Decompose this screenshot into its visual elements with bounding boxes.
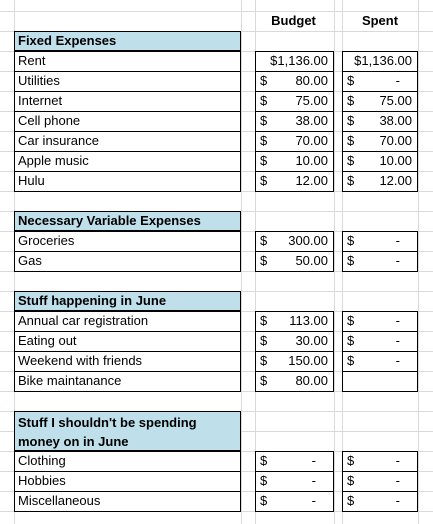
budget-amount: 50.00: [295, 253, 328, 268]
spent-amount: -: [395, 493, 400, 508]
currency-symbol: $: [347, 333, 355, 348]
currency-symbol: $: [347, 133, 355, 148]
budget-cell[interactable]: [255, 491, 334, 511]
budget-cell[interactable]: [255, 51, 334, 71]
currency-symbol: $: [260, 73, 268, 88]
spent-cell[interactable]: [342, 371, 418, 391]
currency-symbol: $: [347, 73, 355, 88]
spent-amount: -: [395, 73, 400, 88]
budget-cell[interactable]: [255, 171, 334, 191]
currency-symbol: $: [347, 93, 355, 108]
budget-cell[interactable]: [255, 111, 334, 131]
budget-amount: 300.00: [288, 233, 328, 248]
currency-symbol: $: [260, 333, 268, 348]
currency-symbol: $: [347, 453, 355, 468]
currency-symbol: $: [260, 153, 268, 168]
budget-cell[interactable]: [255, 451, 334, 471]
currency-symbol: $: [347, 233, 355, 248]
spent-cell[interactable]: [342, 111, 418, 131]
section-title[interactable]: [14, 291, 241, 311]
expense-label-cell[interactable]: Internet: [18, 93, 63, 108]
spent-amount: -: [395, 253, 400, 268]
expense-label-cell[interactable]: Hulu: [18, 173, 45, 188]
budget-cell[interactable]: [255, 151, 334, 171]
budget-amount: 150.00: [288, 353, 328, 368]
spent-amount: $1,136.00: [354, 53, 412, 68]
currency-symbol: $: [347, 253, 355, 268]
budget-cell[interactable]: [255, 231, 334, 251]
expense-label-cell[interactable]: Apple music: [18, 153, 89, 168]
expense-label-cell[interactable]: Miscellaneous: [18, 493, 101, 508]
section-title-line: Stuff I shouldn't be spending: [18, 415, 197, 430]
currency-symbol: $: [260, 133, 268, 148]
currency-symbol: $: [347, 153, 355, 168]
budget-amount: 10.00: [295, 153, 328, 168]
section-title-line: Stuff happening in June: [18, 293, 167, 308]
budget-cell[interactable]: [255, 91, 334, 111]
budget-amount: 12.00: [295, 173, 328, 188]
budget-amount: 75.00: [295, 93, 328, 108]
currency-symbol: $: [347, 473, 355, 488]
currency-symbol: $: [347, 313, 355, 328]
currency-symbol: $: [260, 93, 268, 108]
budget-amount: -: [311, 493, 316, 508]
spent-cell[interactable]: [342, 91, 418, 111]
spent-amount: -: [395, 453, 400, 468]
section-title[interactable]: [14, 31, 241, 51]
currency-symbol: $: [260, 353, 268, 368]
budget-amount: -: [311, 453, 316, 468]
spent-cell[interactable]: [342, 491, 418, 511]
budget-cell[interactable]: [255, 351, 334, 371]
currency-symbol: $: [347, 173, 355, 188]
budget-cell[interactable]: [255, 71, 334, 91]
section-title-line: Necessary Variable Expenses: [18, 213, 201, 228]
currency-symbol: $: [347, 493, 355, 508]
currency-symbol: $: [347, 353, 355, 368]
gridline: [334, 0, 335, 524]
budget-amount: 80.00: [295, 373, 328, 388]
expense-label-cell[interactable]: Utilities: [18, 73, 60, 88]
budget-cell[interactable]: [255, 471, 334, 491]
gridline: [241, 0, 242, 524]
spent-cell[interactable]: [342, 71, 418, 91]
spent-cell[interactable]: [342, 131, 418, 151]
expense-label-cell[interactable]: Rent: [18, 53, 46, 68]
spent-amount: 12.00: [379, 173, 412, 188]
spent-amount: -: [395, 473, 400, 488]
spent-cell[interactable]: [342, 331, 418, 351]
expense-label-cell[interactable]: Gas: [18, 253, 42, 268]
currency-symbol: $: [260, 253, 268, 268]
expense-label-cell[interactable]: Annual car registration: [18, 313, 149, 328]
spent-cell[interactable]: [342, 451, 418, 471]
budget-amount: 80.00: [295, 73, 328, 88]
section-title[interactable]: [14, 411, 241, 451]
expense-label-cell[interactable]: Hobbies: [18, 473, 66, 488]
spent-cell[interactable]: [342, 171, 418, 191]
spent-cell[interactable]: [342, 351, 418, 371]
spent-amount: 38.00: [379, 113, 412, 128]
expense-label-cell[interactable]: Eating out: [18, 333, 77, 348]
expense-label-cell[interactable]: Groceries: [18, 233, 75, 248]
currency-symbol: $: [260, 473, 268, 488]
expense-label-cell[interactable]: Car insurance: [18, 133, 99, 148]
currency-symbol: $: [260, 113, 268, 128]
section-title[interactable]: [14, 211, 241, 231]
spent-cell[interactable]: [342, 231, 418, 251]
gridline: [418, 0, 419, 524]
currency-symbol: $: [260, 373, 268, 388]
currency-symbol: $: [260, 173, 268, 188]
expense-label-cell[interactable]: Weekend with friends: [18, 353, 143, 368]
section-title-line: Fixed Expenses: [18, 33, 117, 48]
budget-amount: -: [311, 473, 316, 488]
currency-symbol: $: [260, 453, 268, 468]
spent-amount: -: [395, 333, 400, 348]
expense-label-cell[interactable]: Clothing: [18, 453, 66, 468]
spent-amount: 10.00: [379, 153, 412, 168]
budget-amount: 113.00: [289, 313, 328, 328]
budget-amount: $1,136.00: [270, 53, 328, 68]
spent-amount: -: [395, 353, 400, 368]
currency-symbol: $: [260, 313, 268, 328]
gridline: [0, 11, 433, 12]
spent-amount: 70.00: [379, 133, 412, 148]
budget-cell[interactable]: [255, 371, 334, 391]
expense-label-cell[interactable]: Cell phone: [18, 113, 81, 128]
section-title-line: money on in June: [18, 434, 129, 449]
budget-amount: 70.00: [295, 133, 328, 148]
spent-amount: -: [395, 233, 400, 248]
spent-column-header[interactable]: Spent: [361, 13, 399, 28]
currency-symbol: $: [347, 113, 355, 128]
budget-column-header[interactable]: Budget: [271, 13, 316, 28]
spent-cell[interactable]: [342, 471, 418, 491]
budget-cell[interactable]: [255, 131, 334, 151]
spent-cell[interactable]: [342, 51, 418, 71]
budget-cell[interactable]: [255, 251, 334, 271]
spent-amount: -: [395, 313, 400, 328]
budget-amount: 30.00: [295, 333, 328, 348]
spent-cell[interactable]: [342, 151, 418, 171]
budget-amount: 38.00: [295, 113, 328, 128]
budget-cell[interactable]: [255, 311, 334, 331]
spent-cell[interactable]: [342, 251, 418, 271]
spent-amount: 75.00: [379, 93, 412, 108]
expense-label-cell[interactable]: Bike maintanance: [18, 373, 122, 388]
currency-symbol: $: [260, 493, 268, 508]
spent-cell[interactable]: [342, 311, 418, 331]
currency-symbol: $: [260, 233, 268, 248]
budget-cell[interactable]: [255, 331, 334, 351]
